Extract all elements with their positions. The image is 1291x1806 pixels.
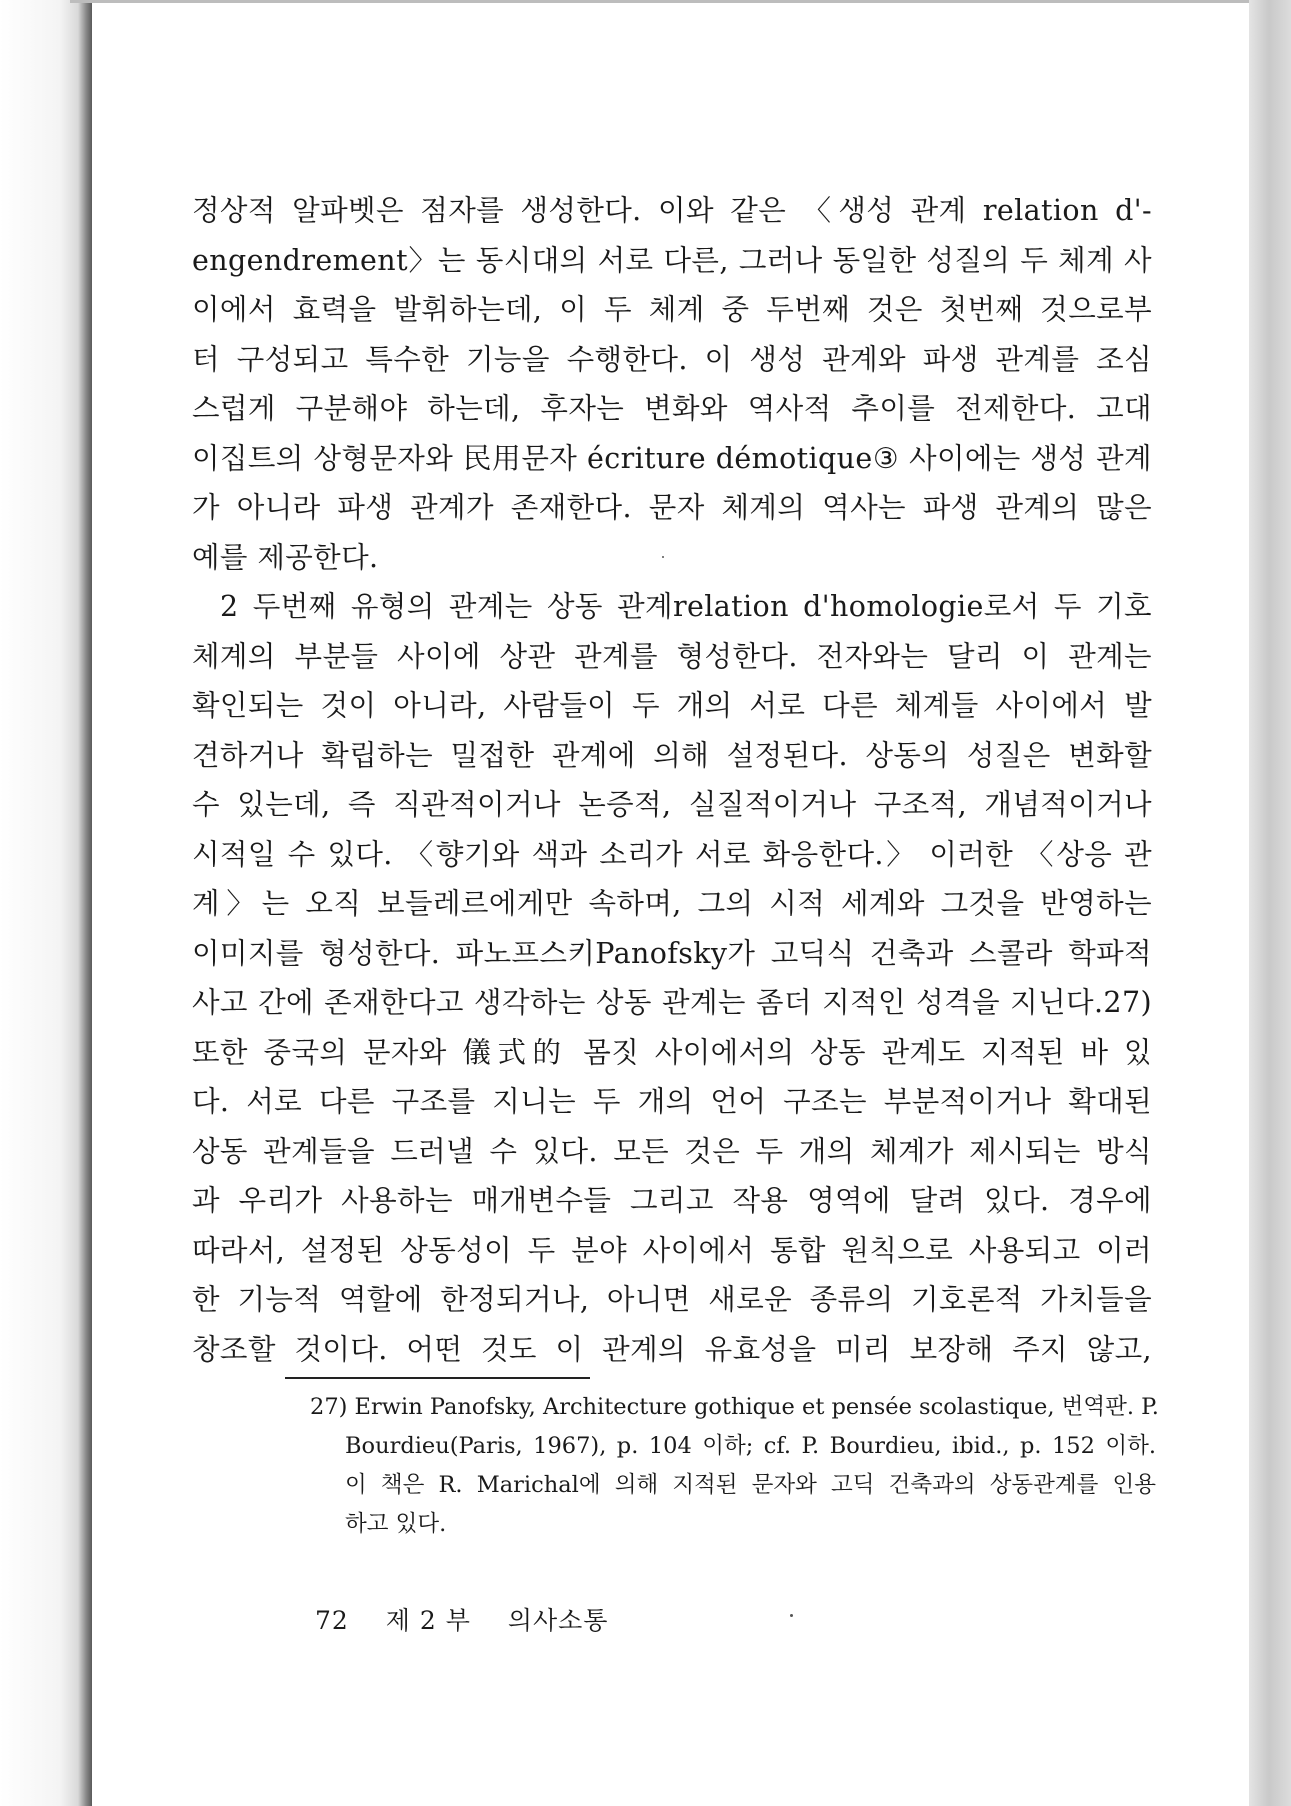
part-label: 제 2 부: [385, 1606, 471, 1635]
body-line: 확인되는 것이 아니라, 사람들이 두 개의 서로 다른 체계들 사이에서 발: [192, 689, 1152, 722]
body-line: 체계의 부분들 사이에 상관 관계를 형성한다. 전자와는 달리 이 관계는: [192, 639, 1152, 673]
body-line: 과 우리가 사용하는 매개변수들 그리고 작용 영역에 달려 있다. 경우에: [192, 1184, 1152, 1217]
page-edge-right: [1249, 0, 1291, 1806]
footnote-line: 27) Erwin Panofsky, Architecture gothique et pensée scolastique, 번역판. P.: [310, 1394, 1159, 1420]
footnote-line: 하고 있다.: [345, 1511, 447, 1537]
body-line: 한 기능적 역할에 한정되거나, 아니면 새로운 종류의 기호론적 가치들을: [192, 1283, 1152, 1316]
footnote: [310, 1388, 1159, 1544]
body-line: 가 아니라 파생 관계가 존재한다. 문자 체계의 역사는 파생 관계의 많은: [192, 491, 1152, 524]
binding-shadow-left: [0, 0, 92, 1806]
footnote-rule: [285, 1377, 590, 1379]
body-line: 예를 제공한다.: [192, 540, 379, 574]
body-line: 계〉는 오직 보들레르에게만 속하며, 그의 시적 세계와 그것을 반영하는: [192, 887, 1152, 920]
body-line: 시적일 수 있다. 〈향기와 색과 소리가 서로 화응한다.〉 이러한 〈상응 관: [192, 837, 1152, 871]
body-line: 창조할 것이다. 어떤 것도 이 관계의 유효성을 미리 보장해 주지 않고,: [192, 1332, 1152, 1366]
body-line: 또한 중국의 문자와 儀式的 몸짓 사이에서의 상동 관계도 지적된 바 있: [192, 1035, 1152, 1069]
body-line: 상동 관계들을 드러낼 수 있다. 모든 것은 두 개의 체계가 제시되는 방식: [192, 1134, 1152, 1168]
body-line: 정상적 알파벳은 점자를 생성한다. 이와 같은 〈생성 관계 relation d'-: [192, 194, 1152, 227]
footnote-line: 이 책은 R. Marichal에 의해 지적된 문자와 고딕 건축과의 상동관계를 인용: [345, 1472, 1156, 1498]
body-line: 이에서 효력을 발휘하는데, 이 두 체계 중 두번째 것은 첫번째 것으로부: [192, 293, 1152, 326]
page-number: 72: [315, 1606, 349, 1635]
page-folio: [315, 1601, 636, 1637]
body-line: 다. 서로 다른 구조를 지니는 두 개의 언어 구조는 부분적이거나 확대된: [192, 1085, 1152, 1118]
body-line: 2 두번째 유형의 관계는 상동 관계relation d'homologie로서 두 기호: [220, 590, 1152, 623]
body-line: engendrement〉는 동시대의 서로 다른, 그러나 동일한 성질의 두 체계 사: [192, 243, 1152, 277]
body-line: 터 구성되고 특수한 기능을 수행한다. 이 생성 관계와 파생 관계를 조심: [192, 342, 1152, 376]
body-text: [192, 186, 1152, 1374]
body-line: 스럽게 구분해야 하는데, 후자는 변화와 역사적 추이를 전제한다. 고대: [192, 392, 1152, 425]
body-line: 이집트의 상형문자와 民用문자 écriture démotique③ 사이에는 생성 관계: [192, 441, 1152, 475]
body-line: 수 있는데, 즉 직관적이거나 논증적, 실질적이거나 구조적, 개념적이거나: [192, 788, 1152, 821]
body-line: 따라서, 설정된 상동성이 두 분야 사이에서 통합 원칙으로 사용되고 이러: [192, 1233, 1152, 1267]
print-fleck: [662, 556, 664, 558]
section-label: 의사소통: [507, 1606, 609, 1635]
body-line: 견하거나 확립하는 밀접한 관계에 의해 설정된다. 상동의 성질은 변화할: [192, 738, 1152, 772]
body-line: 이미지를 형성한다. 파노프스키Panofsky가 고딕식 건축과 스콜라 학파적: [192, 936, 1152, 970]
print-fleck: [790, 1614, 793, 1617]
body-line: 사고 간에 존재한다고 생각하는 상동 관계는 좀더 지적인 성격을 지닌다.27): [192, 986, 1152, 1019]
footnote-line: Bourdieu(Paris, 1967), p. 104 이하; cf. P. Bourdieu, ibid., p. 152 이하.: [345, 1433, 1156, 1459]
